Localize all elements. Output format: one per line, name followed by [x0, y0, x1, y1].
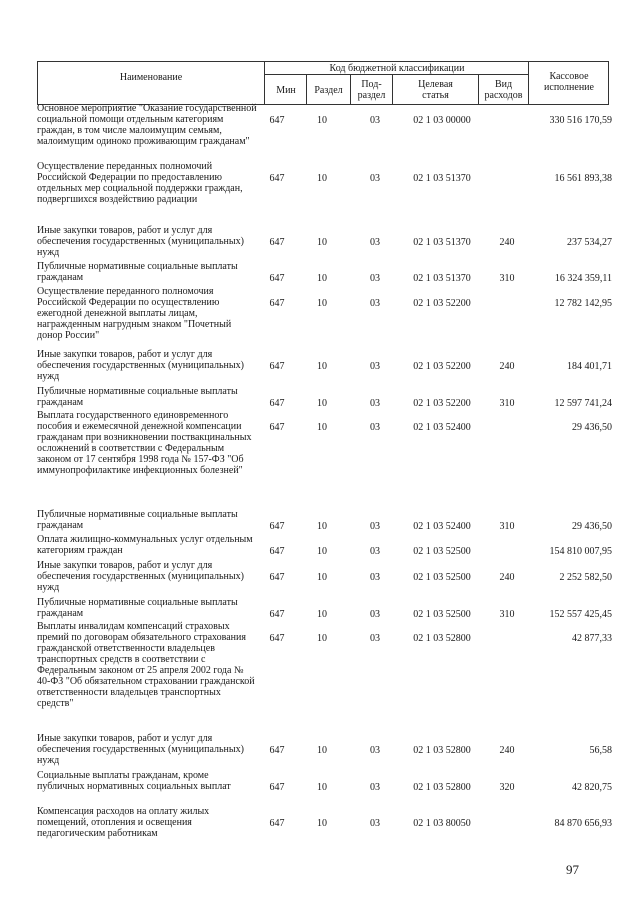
row-csr: 02 1 03 52400	[413, 422, 471, 433]
row-podrazdel: 03	[370, 173, 380, 184]
row-podrazdel: 03	[370, 521, 380, 532]
row-name: Публичные нормативные социальные выплаты гражданам	[37, 509, 238, 531]
row-csr: 02 1 03 52800	[413, 745, 471, 756]
row-razdel: 10	[317, 398, 327, 409]
row-min-code: 647	[269, 546, 285, 557]
row-vid: 320	[499, 782, 515, 793]
row-podrazdel: 03	[370, 237, 380, 248]
row-csr: 02 1 03 52400	[413, 521, 471, 532]
header-vid: Вид расходов	[484, 79, 523, 101]
header-divider	[264, 61, 265, 105]
row-name: Оплата жилищно-коммунальных услуг отдельным категориям граждан	[37, 534, 253, 556]
row-podrazdel: 03	[370, 422, 380, 433]
row-podrazdel: 03	[370, 609, 380, 620]
row-min-code: 647	[269, 609, 285, 620]
row-min-code: 647	[269, 818, 285, 829]
row-razdel: 10	[317, 422, 327, 433]
row-sum: 330 516 170,59	[549, 115, 612, 126]
row-name: Иные закупки товаров, работ и услуг для обеспечения государственных (муниципальных) нужд	[37, 733, 244, 766]
row-sum: 42 820,75	[572, 782, 612, 793]
row-razdel: 10	[317, 572, 327, 583]
row-csr: 02 1 03 52200	[413, 361, 471, 372]
row-name: Выплаты инвалидам компенсаций страховых премий по договорам обязательного страхования гражданской ответственности владельцев транспортных средств в соответствии с Федеральным законом от 25 апреля 2002 года № 40-ФЗ "Об обязательном страховании гражданской ответственности владельцев транспортных средств"	[37, 621, 255, 709]
row-name: Публичные нормативные социальные выплаты гражданам	[37, 597, 238, 619]
row-sum: 16 324 359,11	[554, 273, 612, 284]
row-csr: 02 1 03 52500	[413, 572, 471, 583]
header-name: Наименование	[119, 72, 183, 83]
page-number: 97	[566, 862, 579, 877]
row-min-code: 647	[269, 273, 285, 284]
row-podrazdel: 03	[370, 782, 380, 793]
row-sum: 154 810 007,95	[549, 546, 612, 557]
header-podrazdel: Под- раздел	[357, 79, 386, 101]
row-name: Публичные нормативные социальные выплаты гражданам	[37, 386, 238, 408]
row-sum: 2 252 582,50	[559, 572, 612, 583]
header-divider	[264, 74, 528, 75]
row-csr: 02 1 03 80050	[413, 818, 471, 829]
row-name: Иные закупки товаров, работ и услуг для обеспечения государственных (муниципальных) нужд	[37, 349, 244, 382]
row-min-code: 647	[269, 237, 285, 248]
header-csr: Целевая статья	[418, 79, 453, 101]
row-min-code: 647	[269, 115, 285, 126]
row-razdel: 10	[317, 546, 327, 557]
row-sum: 84 870 656,93	[554, 818, 612, 829]
row-podrazdel: 03	[370, 298, 380, 309]
row-csr: 02 1 03 52500	[413, 546, 471, 557]
row-podrazdel: 03	[370, 115, 380, 126]
header-min: Мин	[276, 85, 296, 96]
row-sum: 29 436,50	[572, 422, 612, 433]
row-podrazdel: 03	[370, 273, 380, 284]
row-razdel: 10	[317, 298, 327, 309]
header-kass: Кассовое исполнение	[544, 71, 594, 93]
row-sum: 56,58	[589, 745, 612, 756]
row-name: Осуществление переданных полномочий Российской Федерации по предоставлению отдельных мер социальной поддержки граждан, подвергшихся воздействию радиации	[37, 161, 243, 205]
row-vid: 240	[499, 572, 515, 583]
row-razdel: 10	[317, 818, 327, 829]
row-podrazdel: 03	[370, 361, 380, 372]
row-name: Основное мероприятие "Оказание государственной социальной помощи отдельным категориям граждан, в том числе малоимущим семьям, малоимущим одиноко проживающим гражданам"	[37, 103, 257, 147]
row-sum: 184 401,71	[567, 361, 612, 372]
row-sum: 16 561 893,38	[554, 173, 612, 184]
row-csr: 02 1 03 52500	[413, 609, 471, 620]
row-podrazdel: 03	[370, 745, 380, 756]
row-sum: 12 782 142,95	[554, 298, 612, 309]
row-csr: 02 1 03 51370	[413, 237, 471, 248]
row-name: Осуществление переданного полномочия Российской Федерации по осуществлению ежегодной денежной выплаты лицам, награжденным нагрудным знаком "Почетный донор России"	[37, 286, 232, 341]
row-podrazdel: 03	[370, 546, 380, 557]
row-podrazdel: 03	[370, 633, 380, 644]
row-name: Иные закупки товаров, работ и услуг для обеспечения государственных (муниципальных) нужд	[37, 225, 244, 258]
row-podrazdel: 03	[370, 818, 380, 829]
row-min-code: 647	[269, 361, 285, 372]
row-vid: 240	[499, 361, 515, 372]
row-vid: 240	[499, 745, 515, 756]
row-name: Социальные выплаты гражданам, кроме публичных нормативных социальных выплат	[37, 770, 231, 792]
row-sum: 152 557 425,45	[549, 609, 612, 620]
row-min-code: 647	[269, 173, 285, 184]
row-csr: 02 1 03 51370	[413, 273, 471, 284]
row-vid: 310	[499, 609, 515, 620]
row-min-code: 647	[269, 633, 285, 644]
row-vid: 310	[499, 521, 515, 532]
row-csr: 02 1 03 52800	[413, 782, 471, 793]
row-min-code: 647	[269, 745, 285, 756]
row-vid: 310	[499, 273, 515, 284]
row-razdel: 10	[317, 361, 327, 372]
row-name: Компенсация расходов на оплату жилых помещений, отопления и освещения педагогическим работникам	[37, 806, 210, 839]
row-vid: 240	[499, 237, 515, 248]
row-min-code: 647	[269, 422, 285, 433]
row-min-code: 647	[269, 398, 285, 409]
row-min-code: 647	[269, 782, 285, 793]
row-podrazdel: 03	[370, 398, 380, 409]
header-razdel: Раздел	[314, 85, 343, 96]
row-sum: 237 534,27	[567, 237, 612, 248]
row-razdel: 10	[317, 609, 327, 620]
row-razdel: 10	[317, 237, 327, 248]
row-min-code: 647	[269, 521, 285, 532]
row-min-code: 647	[269, 572, 285, 583]
row-csr: 02 1 03 52800	[413, 633, 471, 644]
row-sum: 42 877,33	[572, 633, 612, 644]
row-name: Иные закупки товаров, работ и услуг для обеспечения государственных (муниципальных) нужд	[37, 560, 244, 593]
row-vid: 310	[499, 398, 515, 409]
row-sum: 29 436,50	[572, 521, 612, 532]
row-name: Публичные нормативные социальные выплаты гражданам	[37, 261, 238, 283]
row-min-code: 647	[269, 298, 285, 309]
row-csr: 02 1 03 52200	[413, 298, 471, 309]
row-razdel: 10	[317, 115, 327, 126]
row-csr: 02 1 03 52200	[413, 398, 471, 409]
row-podrazdel: 03	[370, 572, 380, 583]
row-name: Выплата государственного единовременного пособия и ежемесячной денежной компенсации гражданам при возникновении поствакцинальных осложнений в соответствии с Федеральным законом от 17 сентября 1998 года № 157-ФЗ "Об иммунопрофилактике инфекционных болезней"	[37, 410, 252, 476]
row-razdel: 10	[317, 745, 327, 756]
row-razdel: 10	[317, 273, 327, 284]
row-razdel: 10	[317, 633, 327, 644]
row-razdel: 10	[317, 521, 327, 532]
row-razdel: 10	[317, 782, 327, 793]
row-csr: 02 1 03 00000	[413, 115, 471, 126]
row-sum: 12 597 741,24	[554, 398, 612, 409]
header-code-group: Код бюджетной классификации	[329, 63, 465, 74]
row-razdel: 10	[317, 173, 327, 184]
row-csr: 02 1 03 51370	[413, 173, 471, 184]
